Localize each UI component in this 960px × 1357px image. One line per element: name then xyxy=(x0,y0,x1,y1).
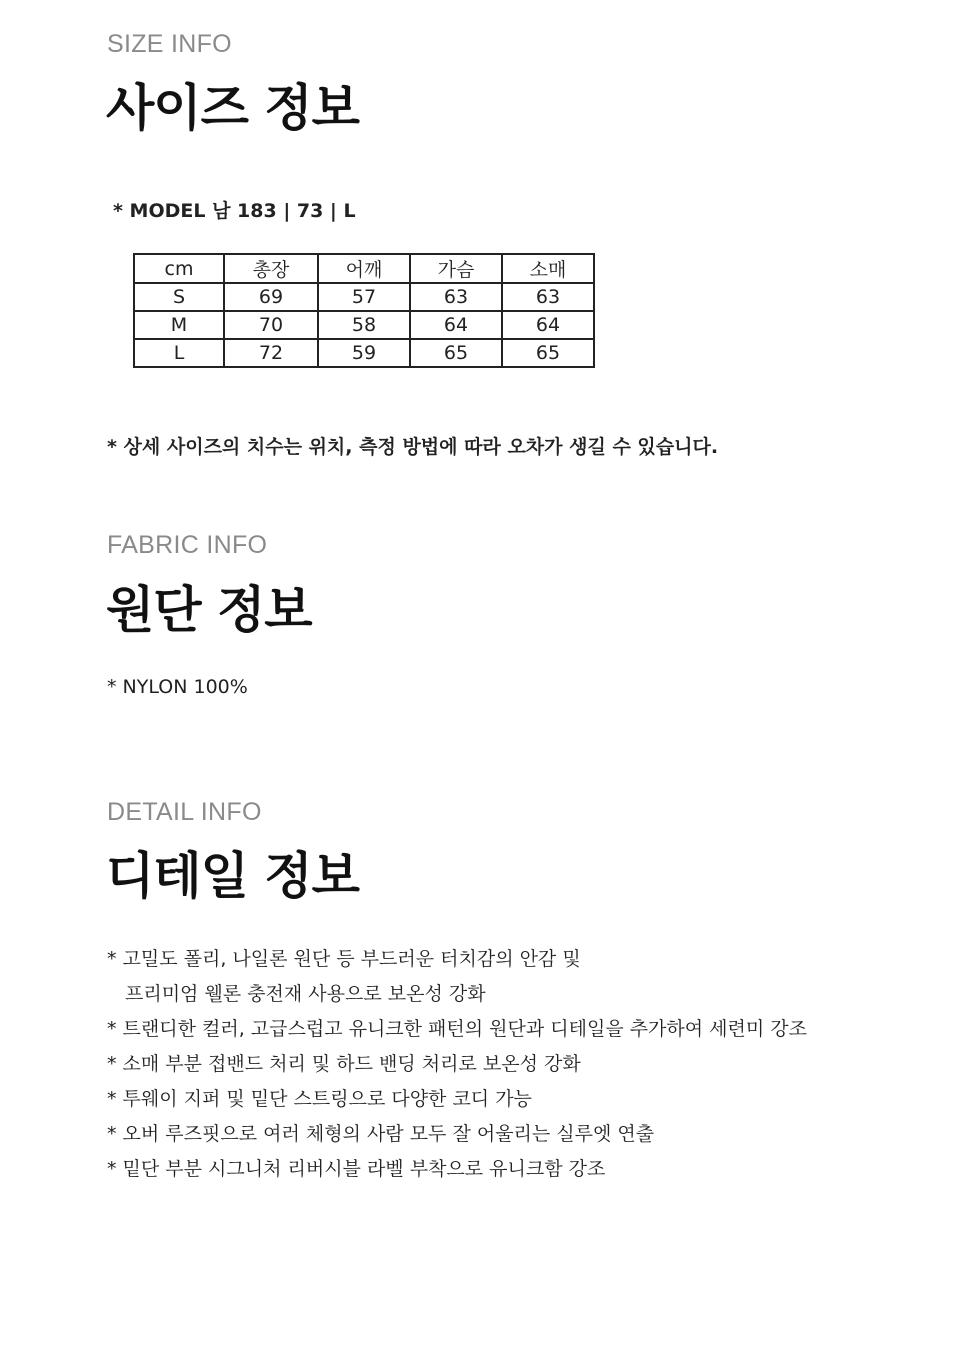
list-item: 프리미엄 웰론 충전재 사용으로 보온성 강화 xyxy=(125,983,486,1005)
detail-info-eyebrow: DETAIL INFO xyxy=(107,798,262,826)
detail-info-title: 디테일 정보 xyxy=(106,847,359,905)
table-header-row xyxy=(134,254,594,283)
table-row xyxy=(134,283,594,311)
fabric-composition: * NYLON 100% xyxy=(107,676,248,698)
fabric-info-eyebrow: FABRIC INFO xyxy=(107,531,268,559)
list-item: * 트랜디한 컬러, 고급스럽고 유니크한 패턴의 원단과 디테일을 추가하여 세련미 강조 xyxy=(107,1018,807,1040)
table-cell: 65 xyxy=(410,339,502,367)
list-item: * 투웨이 지퍼 및 밑단 스트링으로 다양한 코디 가능 xyxy=(107,1088,532,1110)
list-item: * 고밀도 폴리, 나일론 원단 등 부드러운 터치감의 안감 및 xyxy=(107,948,581,970)
table-row xyxy=(134,311,594,339)
table-cell: S xyxy=(134,283,224,311)
size-note: * 상세 사이즈의 치수는 위치, 측정 방법에 따라 오차가 생길 수 있습니다. xyxy=(107,436,719,458)
table-cell: 72 xyxy=(224,339,318,367)
table-cell: 64 xyxy=(502,311,594,339)
list-item: * 오버 루즈핏으로 여러 체형의 사람 모두 잘 어울리는 실루엣 연출 xyxy=(107,1123,655,1145)
table-cell: 70 xyxy=(224,311,318,339)
table-header-cell: 소매 xyxy=(502,254,594,283)
fabric-info-title: 원단 정보 xyxy=(106,581,312,639)
size-info-eyebrow: SIZE INFO xyxy=(107,30,232,58)
table-row xyxy=(134,339,594,367)
size-info-title: 사이즈 정보 xyxy=(106,79,359,137)
list-item: * 밑단 부분 시그니처 리버시블 라벨 부착으로 유니크함 강조 xyxy=(107,1158,606,1180)
table-cell: 69 xyxy=(224,283,318,311)
list-item: * 소매 부분 접밴드 처리 및 하드 밴딩 처리로 보온성 강화 xyxy=(107,1053,581,1075)
table-cell: 59 xyxy=(318,339,410,367)
table-cell: 65 xyxy=(502,339,594,367)
table-header-cell: 총장 xyxy=(224,254,318,283)
table-header-cell: 어깨 xyxy=(318,254,410,283)
table-cell: 64 xyxy=(410,311,502,339)
table-cell: L xyxy=(134,339,224,367)
table-header-cell: cm xyxy=(134,254,224,283)
table-cell: 63 xyxy=(502,283,594,311)
model-info: * MODEL 남 183 | 73 | L xyxy=(113,200,356,222)
size-table xyxy=(133,253,595,368)
table-cell: 57 xyxy=(318,283,410,311)
table-cell: M xyxy=(134,311,224,339)
table-cell: 63 xyxy=(410,283,502,311)
table-cell: 58 xyxy=(318,311,410,339)
table-header-cell: 가슴 xyxy=(410,254,502,283)
detail-list xyxy=(107,942,807,1187)
